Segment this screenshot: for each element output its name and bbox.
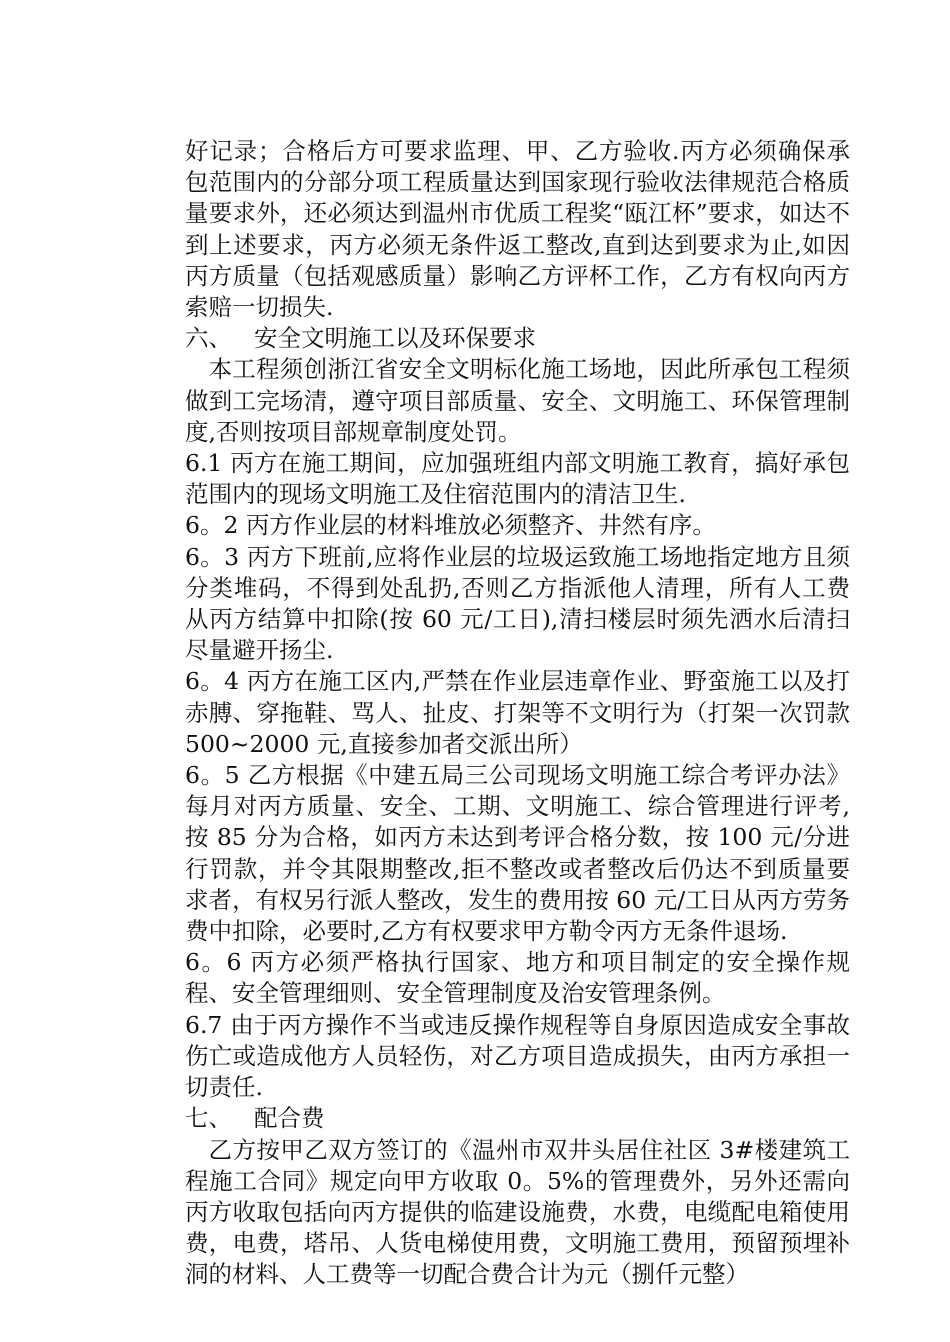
clause-6-4: 6。4 丙方在施工区内,严禁在作业层违章作业、野蛮施工以及打赤膊、穿拖鞋、骂人、扯皮、打架等不文明行为（打架一次罚款 500~2000 元,直接参加者交派出所）	[185, 667, 850, 758]
paragraph-6-intro: 本工程须创浙江省安全文明标化施工场地，因此所承包工程须做到工完场清，遵守项目部质量、安全、文明施工、环保管理制度,否则按项目部规章制度处罚。	[185, 355, 850, 446]
section-number: 七、	[185, 1104, 232, 1133]
section-title: 安全文明施工以及环保要求	[254, 324, 536, 353]
section-title: 配合费	[254, 1104, 325, 1133]
section-heading-7	[185, 1103, 850, 1134]
document-body	[185, 136, 850, 1291]
section-heading-6	[185, 323, 850, 354]
clause-6-1: 6.1 丙方在施工期间，应加强班组内部文明施工教育，搞好承包范围内的现场文明施工及住宿范围内的清洁卫生.	[185, 449, 850, 509]
clause-6-2: 6。2 丙方作业层的材料堆放必须整齐、井然有序。	[185, 511, 716, 540]
paragraph-quality-continuation: 好记录；合格后方可要求监理、甲、乙方验收.丙方必须确保承包范围内的分部分项工程质量达到国家现行验收法律规范合格质量要求外，还必须达到温州市优质工程奖“瓯江杯”要求，如达不到上述要求，丙方必须无条件返工整改,直到达到要求为止,如因丙方质量（包括观感质量）影响乙方评杯工作，乙方有权向丙方索赔一切损失.	[185, 137, 850, 322]
paragraph-7-fees: 乙方按甲乙双方签订的《温州市双井头居住社区 3#楼建筑工程施工合同》规定向甲方收取 0。5%的管理费外，另外还需向丙方收取包括向丙方提供的临建设施费，水费，电缆配电箱使用费，电费，塔吊、人货电梯使用费，文明施工费用，预留预埋补洞的材料、人工费等一切配合费合计为元（捌仟元整）	[185, 1135, 850, 1289]
clause-6-7: 6.7 由于丙方操作不当或违反操作规程等自身原因造成安全事故伤亡或造成他方人员轻伤，对乙方项目造成损失，由丙方承担一切责任.	[185, 1010, 850, 1102]
clause-6-6: 6。6 丙方必须严格执行国家、地方和项目制定的安全操作规程、安全管理细则、安全管理制度及治安管理条例。	[185, 948, 850, 1008]
clause-6-3: 6。3 丙方下班前,应将作业层的垃圾运致施工场地指定地方且须分类堆码，不得到处乱扔,否则乙方指派他人清理，所有人工费从丙方结算中扣除(按 60 元/工日),清扫楼层时须先洒水后清扫尽量避开扬尘.	[185, 542, 850, 665]
section-number: 六、	[185, 324, 232, 353]
clause-6-5: 6。5 乙方根据《中建五局三公司现场文明施工综合考评办法》每月对丙方质量、安全、工期、文明施工、综合管理进行评考,按 85 分为合格，如丙方未达到考评合格分数，按 100 元/分进行罚款，并令其限期整改,拒不整改或者整改后仍达不到质量要求者，有权另行派人整改，发生的费用按 60 元/工日从丙方劳务费中扣除，必要时,乙方有权要求甲方勒令丙方无条件退场.	[185, 761, 850, 946]
